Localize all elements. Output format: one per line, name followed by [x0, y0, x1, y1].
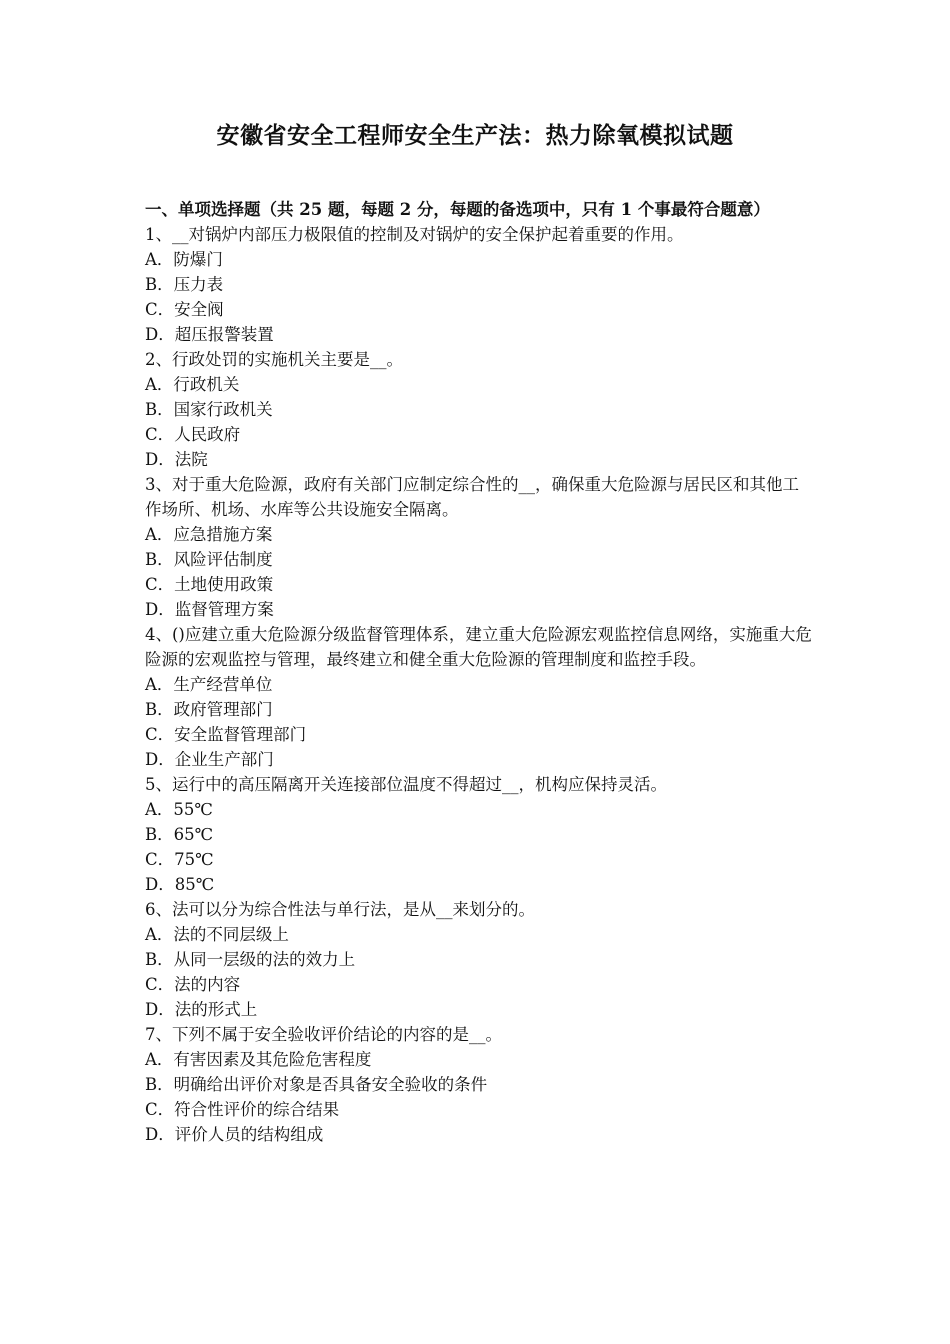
option-c: C．法的内容	[145, 975, 241, 994]
option-b: B．65℃	[145, 825, 214, 844]
document-title: 安徽省安全工程师安全生产法：热力除氧模拟试题	[216, 122, 734, 149]
question-stem: 1、__对锅炉内部压力极限值的控制及对锅炉的安全保护起着重要的作用。	[145, 225, 684, 244]
question-6	[145, 897, 813, 1022]
question-4	[145, 622, 813, 772]
option-b: B．压力表	[145, 275, 224, 294]
option-a: A．有害因素及其危险危害程度	[145, 1050, 372, 1069]
question-stem: 3、对于重大危险源，政府有关部门应制定综合性的__，确保重大危险源与居民区和其他工作场所、机场、水库等公共设施安全隔离。	[145, 475, 799, 519]
question-stem: 6、法可以分为综合性法与单行法，是从__来划分的。	[145, 900, 535, 919]
option-b: B．明确给出评价对象是否具备安全验收的条件	[145, 1075, 488, 1094]
question-1	[145, 222, 813, 347]
option-c: C．土地使用政策	[145, 575, 274, 594]
question-3	[145, 472, 813, 622]
option-c: C．安全监督管理部门	[145, 725, 307, 744]
option-b: B．国家行政机关	[145, 400, 273, 419]
option-d: D．法院	[145, 450, 208, 469]
option-a: A．应急措施方案	[145, 525, 273, 544]
option-b: B．政府管理部门	[145, 700, 273, 719]
option-d: D．法的形式上	[145, 1000, 258, 1019]
option-a: A．防爆门	[145, 250, 223, 269]
section-heading: 一、单项选择题（共 25 题，每题 2 分，每题的备选项中，只有 1 个事最符合题意）	[145, 200, 770, 219]
option-d: D．评价人员的结构组成	[145, 1125, 324, 1144]
option-b: B．风险评估制度	[145, 550, 273, 569]
option-a: A．法的不同层级上	[145, 925, 289, 944]
option-c: C．符合性评价的综合结果	[145, 1100, 340, 1119]
option-d: D．监督管理方案	[145, 600, 274, 619]
option-a: A．55℃	[145, 800, 213, 819]
question-stem: 2、行政处罚的实施机关主要是__。	[145, 350, 403, 369]
option-a: A．生产经营单位	[145, 675, 273, 694]
option-c: C．75℃	[145, 850, 214, 869]
question-5	[145, 772, 813, 897]
question-stem: 5、运行中的高压隔离开关连接部位温度不得超过__，机构应保持灵活。	[145, 775, 667, 794]
option-d: D．85℃	[145, 875, 215, 894]
option-a: A．行政机关	[145, 375, 240, 394]
option-d: D．超压报警装置	[145, 325, 274, 344]
document-body	[145, 197, 813, 1147]
question-7	[145, 1022, 813, 1147]
question-2	[145, 347, 813, 472]
option-b: B．从同一层级的法的效力上	[145, 950, 356, 969]
question-stem: 4、()应建立重大危险源分级监督管理体系，建立重大危险源宏观监控信息网络，实施重大危险源的宏观监控与管理，最终建立和健全重大危险源的管理制度和监控手段。	[145, 625, 812, 669]
option-d: D．企业生产部门	[145, 750, 274, 769]
question-stem: 7、下列不属于安全验收评价结论的内容的是__。	[145, 1025, 502, 1044]
option-c: C．安全阀	[145, 300, 224, 319]
option-c: C．人民政府	[145, 425, 241, 444]
